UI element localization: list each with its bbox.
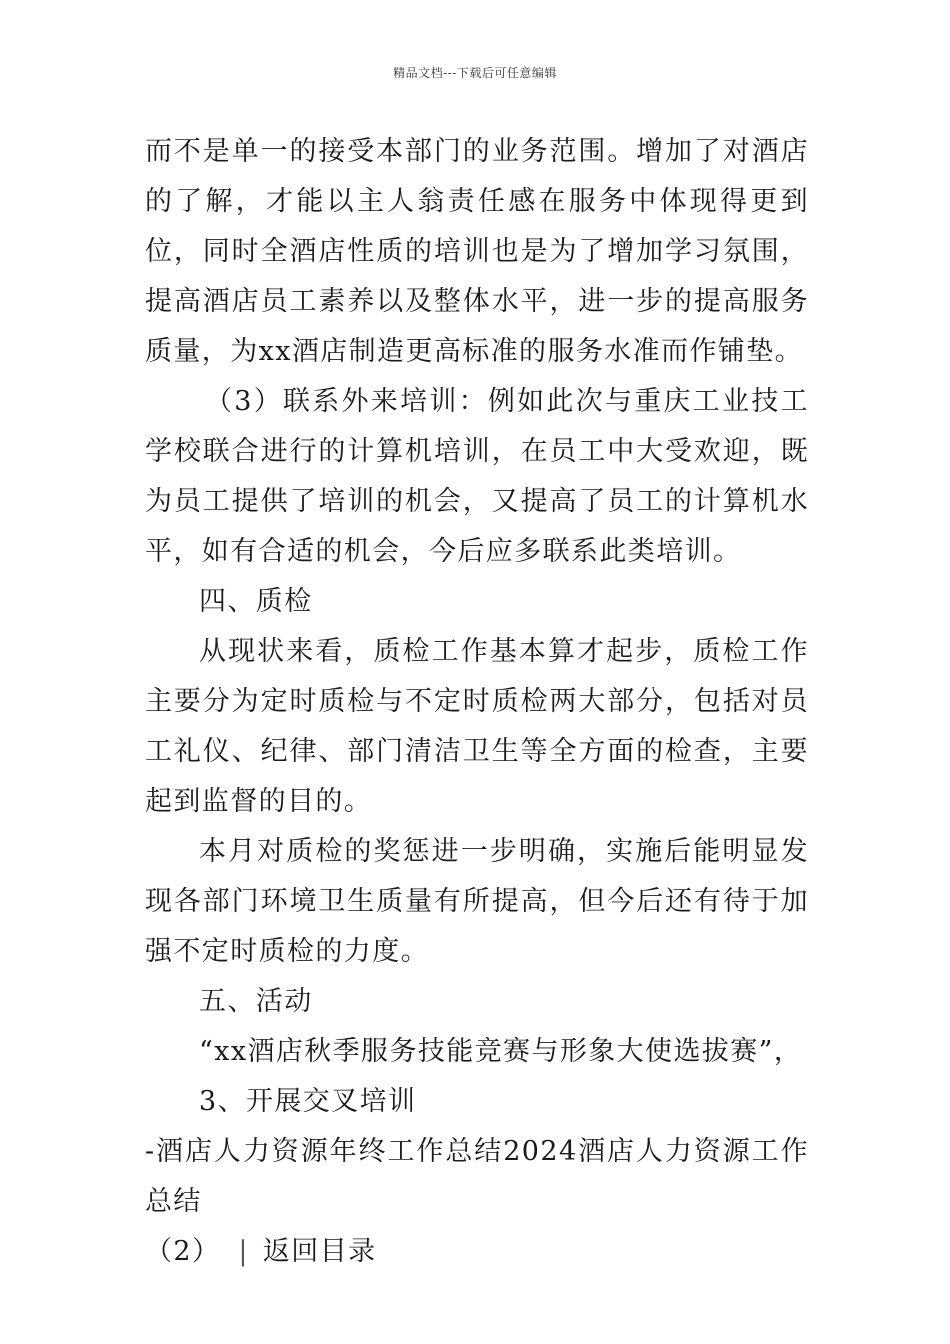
paragraph-competition: “xx酒店秋季服务技能竞赛与形象大使选拔赛”， (199, 1036, 803, 1067)
document-body (145, 127, 809, 1277)
paragraph-cross-training: 3、开展交叉培训 (199, 1086, 417, 1117)
paragraph-continuation: 而不是单一的接受本部门的业务范围。增加了对酒店的了解，才能以主人翁责任感在服务中体现得更到位，同时全酒店性质的培训也是为了增加学习氛围，提高酒店员工素养以及整体水平，进一步的提高服务质量，为xx酒店制造更高标准的服务水准而作铺垫。 (145, 136, 809, 367)
paragraph-external-training: （3）联系外来培训：例如此次与重庆工业技工学校联合进行的计算机培训，在员工中大受欢迎，既为员工提供了培训的机会，又提高了员工的计算机水平，如有合适的机会，今后应多联系此类培训。 (145, 386, 809, 567)
section-heading-quality-check: 四、质检 (199, 586, 313, 617)
page-number-label: （2） (145, 1236, 221, 1267)
back-to-toc-link[interactable]: 返回目录 (262, 1236, 377, 1267)
nav-separator: | (238, 1236, 249, 1267)
page-nav (145, 1227, 809, 1277)
paragraph-quality-rewards: 本月对质检的奖惩进一步明确，实施后能明显发现各部门环境卫生质量有所提高，但今后还有待于加强不定时质检的力度。 (145, 836, 809, 967)
page-header: 精品文档---下载后可任意编辑 (393, 66, 557, 80)
paragraph-quality-status: 从现状来看，质检工作基本算才起步，质检工作主要分为定时质检与不定时质检两大部分，包括对员工礼仪、纪律、部门清洁卫生等全方面的检查，主要起到监督的目的。 (145, 636, 809, 817)
paragraph-article-title: -酒店人力资源年终工作总结2024酒店人力资源工作总结 (145, 1136, 809, 1217)
section-heading-activities: 五、活动 (199, 986, 313, 1017)
